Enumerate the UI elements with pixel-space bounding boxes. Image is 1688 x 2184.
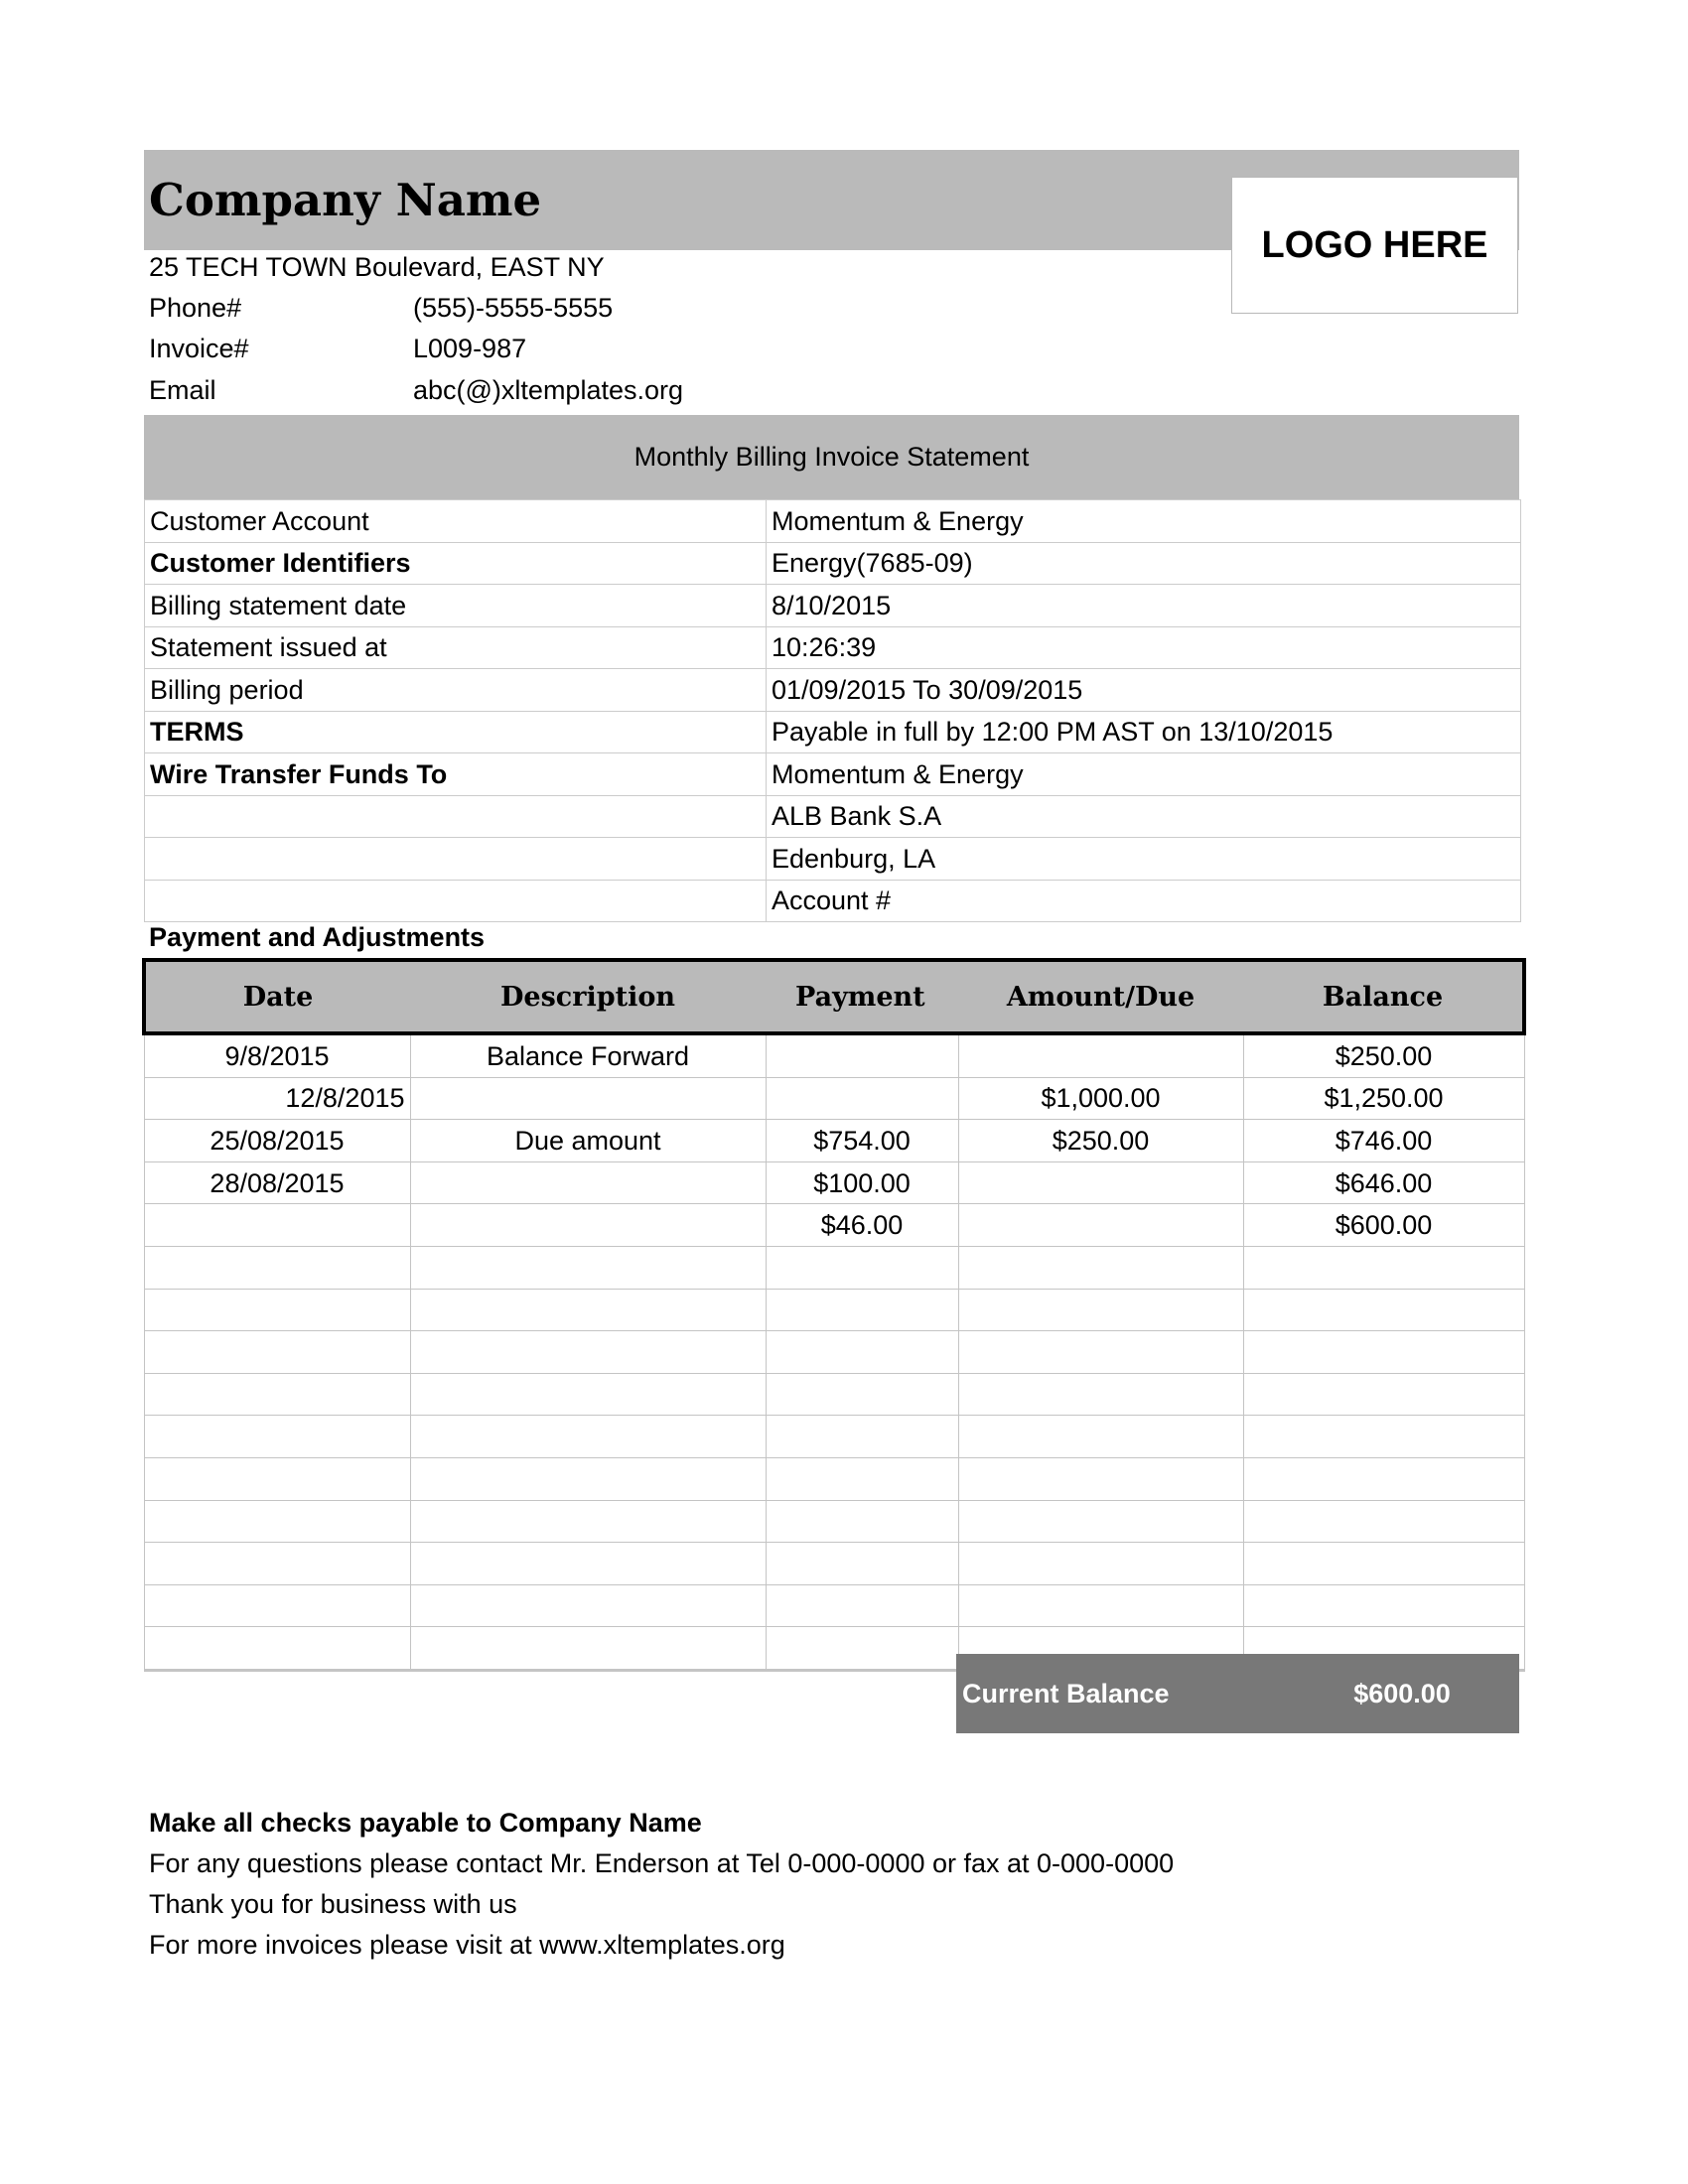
cell-balance	[1243, 1289, 1524, 1331]
cell-balance	[1243, 1246, 1524, 1289]
cell-payment	[766, 1246, 958, 1289]
cell-amount-due	[958, 1331, 1243, 1374]
phone-value: (555)-5555-5555	[413, 293, 614, 323]
cell-date	[144, 1373, 410, 1416]
cell-payment	[766, 1627, 958, 1671]
cell-description	[410, 1457, 766, 1500]
cell-description	[410, 1373, 766, 1416]
account-details-table	[144, 499, 1521, 922]
table-row	[144, 1457, 1524, 1500]
cell-balance	[1243, 1331, 1524, 1374]
cell-date: 9/8/2015	[144, 1033, 410, 1077]
cell-balance: $250.00	[1243, 1033, 1524, 1077]
details-row	[145, 626, 1521, 669]
cell-date: 12/8/2015	[144, 1077, 410, 1120]
cell-payment	[766, 1457, 958, 1500]
cell-balance: $600.00	[1243, 1204, 1524, 1247]
column-header-payment: Payment	[766, 960, 958, 1033]
cell-balance	[1243, 1416, 1524, 1458]
phone-label: Phone#	[149, 293, 242, 323]
details-row	[145, 542, 1521, 585]
cell-description: Balance Forward	[410, 1033, 766, 1077]
details-row	[145, 585, 1521, 627]
cell-balance: $646.00	[1243, 1161, 1524, 1204]
cell-payment	[766, 1033, 958, 1077]
table-row	[144, 1289, 1524, 1331]
more-invoices-note: For more invoices please visit at www.xltemplates.org	[149, 1930, 785, 1960]
cell-amount-due	[958, 1373, 1243, 1416]
details-label: Statement issued at	[145, 626, 767, 669]
table-row	[144, 1120, 1524, 1162]
cell-payment	[766, 1543, 958, 1585]
details-label: Customer Account	[145, 500, 767, 543]
cell-description	[410, 1627, 766, 1671]
company-name: Company Name	[149, 174, 542, 226]
cell-amount-due	[958, 1289, 1243, 1331]
logo-placeholder: LOGO HERE	[1231, 177, 1518, 314]
cell-date	[144, 1457, 410, 1500]
contact-note: For any questions please contact Mr. Enderson at Tel 0-000-0000 or fax at 0-000-0000	[149, 1848, 1175, 1878]
cell-balance	[1243, 1584, 1524, 1627]
email-value: abc(@)xltemplates.org	[413, 375, 684, 405]
table-row	[144, 1500, 1524, 1543]
table-row	[144, 1543, 1524, 1585]
table-row	[144, 1246, 1524, 1289]
cell-amount-due: $250.00	[958, 1120, 1243, 1162]
cell-balance: $746.00	[1243, 1120, 1524, 1162]
details-value: Energy(7685-09)	[767, 542, 1521, 585]
payments-header-row	[144, 960, 1524, 1033]
table-row	[144, 1033, 1524, 1077]
cell-amount-due	[958, 1416, 1243, 1458]
cell-payment: $100.00	[766, 1161, 958, 1204]
details-row	[145, 500, 1521, 543]
cell-date	[144, 1416, 410, 1458]
details-value: Account #	[767, 880, 1521, 922]
cell-date: 25/08/2015	[144, 1120, 410, 1162]
details-value: ALB Bank S.A	[767, 795, 1521, 838]
details-label: Billing statement date	[145, 585, 767, 627]
details-value: 01/09/2015 To 30/09/2015	[767, 669, 1521, 712]
column-header-date: Date	[144, 960, 410, 1033]
details-label: TERMS	[145, 711, 767, 753]
cell-payment: $46.00	[766, 1204, 958, 1247]
details-label	[145, 880, 767, 922]
cell-balance	[1243, 1373, 1524, 1416]
column-header-description: Description	[410, 960, 766, 1033]
cell-balance	[1243, 1457, 1524, 1500]
current-balance-value: $600.00	[1353, 1679, 1451, 1708]
cell-description: Due amount	[410, 1120, 766, 1162]
cell-amount-due	[958, 1204, 1243, 1247]
cell-payment: $754.00	[766, 1120, 958, 1162]
details-label: Customer Identifiers	[145, 542, 767, 585]
thank-you-note: Thank you for business with us	[149, 1889, 517, 1919]
details-row	[145, 880, 1521, 922]
cell-amount-due	[958, 1457, 1243, 1500]
cell-description	[410, 1543, 766, 1585]
details-value: 8/10/2015	[767, 585, 1521, 627]
details-value: 10:26:39	[767, 626, 1521, 669]
cell-amount-due	[958, 1246, 1243, 1289]
table-row	[144, 1584, 1524, 1627]
cell-amount-due	[958, 1500, 1243, 1543]
cell-balance	[1243, 1500, 1524, 1543]
cell-description	[410, 1416, 766, 1458]
current-balance-label: Current Balance	[962, 1679, 1170, 1708]
statement-title: Monthly Billing Invoice Statement	[144, 415, 1519, 499]
cell-date	[144, 1289, 410, 1331]
table-row	[144, 1204, 1524, 1247]
cell-amount-due	[958, 1161, 1243, 1204]
details-row	[145, 711, 1521, 753]
payments-table	[142, 958, 1526, 1672]
cell-date	[144, 1204, 410, 1247]
column-header-amount-due: Amount/Due	[958, 960, 1243, 1033]
checks-payable-note: Make all checks payable to Company Name	[149, 1808, 702, 1838]
invoice-label: Invoice#	[149, 334, 249, 363]
details-row	[145, 669, 1521, 712]
details-label	[145, 795, 767, 838]
current-balance-box	[956, 1654, 1519, 1733]
invoice-value: L009-987	[413, 334, 527, 363]
cell-date	[144, 1584, 410, 1627]
cell-payment	[766, 1331, 958, 1374]
cell-description	[410, 1161, 766, 1204]
cell-description	[410, 1331, 766, 1374]
table-row	[144, 1416, 1524, 1458]
details-row	[145, 838, 1521, 881]
cell-description	[410, 1289, 766, 1331]
cell-description	[410, 1246, 766, 1289]
cell-amount-due	[958, 1033, 1243, 1077]
details-label	[145, 838, 767, 881]
details-label: Wire Transfer Funds To	[145, 753, 767, 796]
cell-balance: $1,250.00	[1243, 1077, 1524, 1120]
table-row	[144, 1077, 1524, 1120]
cell-payment	[766, 1373, 958, 1416]
details-value: Edenburg, LA	[767, 838, 1521, 881]
cell-payment	[766, 1077, 958, 1120]
details-row	[145, 753, 1521, 796]
cell-balance	[1243, 1543, 1524, 1585]
cell-date: 28/08/2015	[144, 1161, 410, 1204]
cell-description	[410, 1500, 766, 1543]
table-row	[144, 1161, 1524, 1204]
details-value: Momentum & Energy	[767, 500, 1521, 543]
cell-date	[144, 1543, 410, 1585]
company-address: 25 TECH TOWN Boulevard, EAST NY	[149, 252, 605, 282]
details-label: Billing period	[145, 669, 767, 712]
table-row	[144, 1331, 1524, 1374]
cell-payment	[766, 1416, 958, 1458]
cell-payment	[766, 1584, 958, 1627]
payments-section-title: Payment and Adjustments	[149, 922, 486, 952]
column-header-balance: Balance	[1243, 960, 1524, 1033]
cell-amount-due	[958, 1543, 1243, 1585]
cell-date	[144, 1627, 410, 1671]
table-row	[144, 1373, 1524, 1416]
cell-date	[144, 1331, 410, 1374]
cell-payment	[766, 1289, 958, 1331]
cell-description	[410, 1077, 766, 1120]
cell-amount-due: $1,000.00	[958, 1077, 1243, 1120]
cell-date	[144, 1246, 410, 1289]
cell-description	[410, 1584, 766, 1627]
details-value: Momentum & Energy	[767, 753, 1521, 796]
payments-table-wrapper	[142, 958, 1522, 1672]
cell-date	[144, 1500, 410, 1543]
details-row	[145, 795, 1521, 838]
cell-amount-due	[958, 1584, 1243, 1627]
details-value: Payable in full by 12:00 PM AST on 13/10/2015	[767, 711, 1521, 753]
email-label: Email	[149, 375, 216, 405]
cell-description	[410, 1204, 766, 1247]
cell-payment	[766, 1500, 958, 1543]
